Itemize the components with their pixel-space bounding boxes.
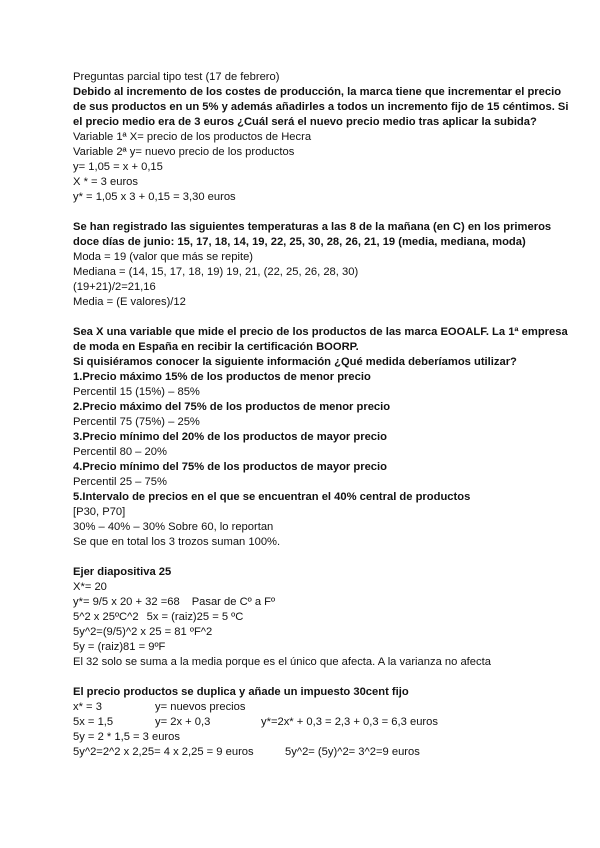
q2-question: Se han registrado las siguientes temperaturas a las 8 de la mañana (en C) en los primeros doce días de junio: 15, 17, 18, 14, 19, 22, 25, 30, 28, 26, 21, 19 (media, mediana, moda) xyxy=(73,221,552,248)
q5-cell: x* = 3 xyxy=(73,701,102,713)
q5-row xyxy=(73,715,573,730)
q2-line: (19+21)/2=21,16 xyxy=(73,281,156,293)
q1-line: Variable 2ª y= nuevo precio de los productos xyxy=(73,146,295,158)
q4-line: El 32 solo se suma a la media porque es el único que afecta. A la varianza no afecta xyxy=(73,656,491,668)
q5-row xyxy=(73,700,573,715)
q3-item5-line: 30% – 40% – 30% Sobre 60, lo reportan xyxy=(73,521,274,533)
q4-formula: 5^2 x 25ºC^2 xyxy=(73,611,139,623)
q5-cell: 5x = 1,5 xyxy=(73,716,114,728)
q4-line: 5y = (raiz)81 = 9ºF xyxy=(73,641,166,653)
q1-line: X * = 3 euros xyxy=(73,176,138,188)
q3-item-title: 2.Precio máximo del 75% de los productos de menor precio xyxy=(73,401,391,413)
q4-line: 5y^2=(9/5)^2 x 25 = 81 ºF^2 xyxy=(73,626,213,638)
q5-cell: y*=2x* + 0,3 = 2,3 + 0,3 = 6,3 euros xyxy=(261,716,438,728)
q5-title: El precio productos se duplica y añade un impuesto 30cent fijo xyxy=(73,686,409,698)
document-header: Preguntas parcial tipo test (17 de febrero) xyxy=(73,71,280,83)
q4-formula: y*= 9/5 x 20 + 32 =68 xyxy=(73,596,180,608)
q5-cell: 5y^2=2^2 x 2,25= 4 x 2,25 = 9 euros xyxy=(73,746,254,758)
q5-row xyxy=(73,745,573,760)
q2-line: Mediana = (14, 15, 17, 18, 19) 19, 21, (22, 25, 26, 28, 30) xyxy=(73,266,359,278)
q4-note: Pasar de Cº a Fº xyxy=(191,596,276,608)
q4-line xyxy=(73,595,573,610)
q4-line: X*= 20 xyxy=(73,581,107,593)
q1-question: Debido al incremento de los costes de producción, la marca tiene que incrementar el precio de sus productos en un 5% y además añadirles a todos un incremento fijo de 15 céntimos. Si el precio medio era de 3 euros ¿Cuál será el nuevo precio medio tras aplicar la subida? xyxy=(73,86,569,128)
q3-item5-title: 5.Intervalo de precios en el que se encuentran el 40% central de productos xyxy=(73,491,471,503)
q3-item-answer: Percentil 25 – 75% xyxy=(73,476,167,488)
q4-title: Ejer diapositiva 25 xyxy=(73,566,172,578)
q1-line: y* = 1,05 x 3 + 0,15 = 3,30 euros xyxy=(73,191,236,203)
q5-cell: 5y^2= (5y)^2= 3^2=9 euros xyxy=(285,746,420,758)
q3-item-title: 1.Precio máximo 15% de los productos de menor precio xyxy=(73,371,371,383)
q1-line: y= 1,05 = x + 0,15 xyxy=(73,161,163,173)
q3-item-title: 3.Precio mínimo del 20% de los productos de mayor precio xyxy=(73,431,387,443)
q3-item-answer: Percentil 15 (15%) – 85% xyxy=(73,386,200,398)
q4-line xyxy=(73,610,573,625)
q3-intro: Sea X una variable que mide el precio de los productos de las marca EOOALF. La 1ª empresa de moda en España en recibir la certificación BOORP. xyxy=(73,326,568,353)
q3-ask: Si quisiéramos conocer la siguiente información ¿Qué medida deberíamos utilizar? xyxy=(73,356,517,368)
q3-item-answer: Percentil 80 – 20% xyxy=(73,446,167,458)
q2-line: Moda = 19 (valor que más se repite) xyxy=(73,251,254,263)
document-page xyxy=(73,70,573,760)
q3-item5-line: [P30, P70] xyxy=(73,506,126,518)
q5-cell: y= 2x + 0,3 xyxy=(155,716,211,728)
q5-row: 5y = 2 * 1,5 = 3 euros xyxy=(73,731,180,743)
q2-line: Media = (E valores)/12 xyxy=(73,296,186,308)
q5-cell: y= nuevos precios xyxy=(155,701,246,713)
q1-line: Variable 1ª X= precio de los productos de Hecra xyxy=(73,131,312,143)
q3-item-answer: Percentil 75 (75%) – 25% xyxy=(73,416,200,428)
q3-item-title: 4.Precio mínimo del 75% de los productos de mayor precio xyxy=(73,461,387,473)
q3-item5-line: Se que en total los 3 trozos suman 100%. xyxy=(73,536,281,548)
q4-formula-b: 5x = (raiz)25 = 5 ºC xyxy=(146,611,244,623)
